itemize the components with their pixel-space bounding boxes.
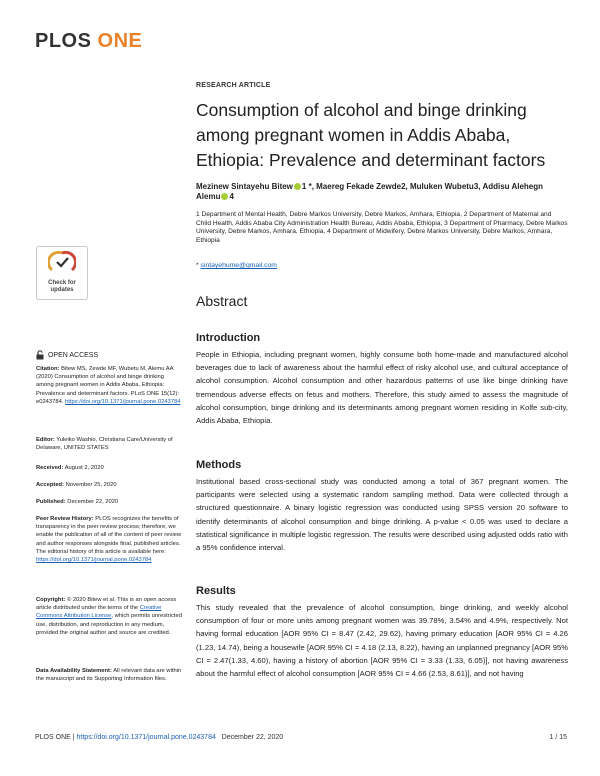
logo-plos: PLOS bbox=[35, 30, 92, 52]
peer-review-link[interactable]: https://doi.org/10.1371/journal.pone.0243784 bbox=[36, 557, 152, 564]
article-title: Consumption of alcohol and binge drinking among pregnant women in Addis Ababa, Ethiopia: Prevalence and determinant factors bbox=[196, 100, 546, 170]
footer-separator: | bbox=[70, 734, 77, 741]
peer-review-label: Peer Review History: bbox=[36, 516, 94, 522]
results-heading: Results bbox=[196, 585, 236, 597]
author-sup: 1 *, bbox=[301, 182, 317, 191]
citation-text: Bitew MS, Zewde MF, Wubetu M, Alemu AA (2020) Consumption of alcohol and binge drinking among pregnant women in Addis Ababa, Ethiopia: Prevalence and determinant factors. PLoS ONE 15(12): e0243784. bbox=[36, 366, 180, 405]
data-availability-text: All relevant data are within the manuscript and its Supporting Information files. bbox=[36, 668, 182, 683]
introduction-text: People in Ethiopia, including pregnant women, highly consume both home-made and manufactured alcohol beverages due to lack of awareness about the harmful effect of risky alcohol use, and cultural acceptance of alcohol consumption. Alcohol consumption and other hazardous patterns of use like binge drinking have tremendous adverse effects on fetus and mothers. Therefore, this study aimed to assess the magnitude of alcohol consumption, binge drinking and its determinants among pregnant women residing in Kolfe sub-city, Addis Ababa, Ethiopia. bbox=[196, 350, 568, 426]
open-access-text: OPEN ACCESS bbox=[47, 351, 99, 359]
author-list bbox=[196, 182, 568, 202]
introduction-heading: Introduction bbox=[196, 332, 261, 344]
author-sup: 3, bbox=[473, 182, 483, 191]
methods-text: Institutional based cross-sectional study was conducted among a total of 367 pregnant women. The participants were selected using a systematic random sampling method. Data were collected through a structured questionnaire. A binary logistic regression was conducted using SPSS version 20 software to identify determinants of alcohol consumption and binge drinking. A p-value < 0.05 was used to declare a statistical significance in multiple logistic regression. The results were described using adjusted odds ratio with a 95% confidence interval. bbox=[196, 477, 568, 553]
accepted-date: November 25, 2020 bbox=[65, 482, 117, 488]
author-sup: 2, bbox=[401, 182, 410, 191]
citation-label: Citation: bbox=[36, 366, 60, 372]
citation-block bbox=[36, 365, 183, 406]
published-label: Published: bbox=[36, 499, 66, 505]
methods-heading: Methods bbox=[196, 459, 242, 471]
peer-review-text: PLOS recognizes the benefits of transparency in the peer review process; therefore, we enable the publication of all of the content of peer review and author responses alongside final, published articles. The editorial history of this article is available here: bbox=[36, 516, 182, 555]
editor-label: Editor: bbox=[36, 437, 55, 443]
check-updates-line1: Check for bbox=[48, 280, 76, 286]
copyright-text: © 2020 Bitew et al. This is an open access article distributed under the terms of the bbox=[36, 597, 177, 612]
email-marker: * bbox=[196, 262, 201, 269]
check-updates-line2: updates bbox=[50, 287, 74, 293]
received-label: Received: bbox=[36, 465, 64, 471]
check-for-updates-button[interactable] bbox=[36, 246, 88, 300]
author-sup: 4 bbox=[229, 192, 234, 201]
footer-left bbox=[35, 734, 283, 741]
abstract-heading: Abstract bbox=[196, 293, 248, 309]
published-block bbox=[36, 498, 183, 506]
accepted-label: Accepted: bbox=[36, 482, 65, 488]
author-name: Muluken Wubetu bbox=[409, 182, 474, 191]
received-date: August 2, 2020 bbox=[64, 465, 104, 471]
journal-logo[interactable] bbox=[35, 30, 142, 53]
affiliations: 1 Department of Mental Health, Debre Markos University, Debre Markos, Amhara, Ethiopia, 2 Department of Maternal and Child Health, Addis Ababa City Administration Health Bureau, Addis Ababa, Ethiopia, 3 Department of Pharmacy, Debre Markos University, Debre Markos, Amhara, Ethiopia, 4 Department of Midwifery, Debre Markos University, Debre Markos, Amhara, Ethiopia bbox=[196, 211, 568, 244]
citation-doi-link[interactable]: https://doi.org/10.1371/journal.pone.0243784 bbox=[65, 398, 181, 405]
peer-review-block bbox=[36, 515, 183, 564]
license-link[interactable]: Creative Commons Attribution License bbox=[36, 605, 162, 620]
results-text: This study revealed that the prevalence of alcohol consumption, binge drinking, and weekly alcohol consumption of four or more units among pregnant women was 39.78%, 3.54% and 4.9%, respectively. Not having formal education [AOR 95% CI = 8.47 (2.42, 29.62), having primary education [AOR 95% CI = 4.26 (1.23, 14.74), being a housewife [AOR 95% CI = 4.18 (2.13, 8.22), having an unplanned pregnancy [AOR 95% CI = 2.47(1.33, 4.60), having a history of abortion [AOR 95% CI = 3.33 (1.33, 6.05)], not having awareness about the harmful effect of alcohol consumption [AOR 95% CI = 4.66 (2.53, 8.61)], and not having bbox=[196, 603, 568, 679]
data-availability-label: Data Availability Statement: bbox=[36, 668, 112, 674]
page-footer bbox=[35, 734, 567, 746]
data-availability-block bbox=[36, 667, 183, 683]
copyright-label: Copyright: bbox=[36, 597, 66, 603]
open-access-label bbox=[36, 350, 98, 360]
author-name: Mezinew Sintayehu Bitew bbox=[196, 182, 293, 191]
footer-journal: PLOS ONE bbox=[35, 734, 71, 741]
accepted-block bbox=[36, 481, 183, 489]
copyright-block bbox=[36, 596, 183, 637]
editor-block bbox=[36, 436, 183, 452]
editor-text: Yuleiko Washio, Christiana Care/University of Delaware, UNITED STATES bbox=[36, 437, 173, 452]
author-name: Maereg Fekade Zewde bbox=[316, 182, 402, 191]
footer-date: December 22, 2020 bbox=[221, 734, 284, 741]
logo-one: ONE bbox=[97, 30, 143, 52]
orcid-icon[interactable] bbox=[294, 183, 301, 190]
email-link[interactable]: sintayehume@gmail.com bbox=[200, 262, 277, 269]
corresponding-email bbox=[196, 262, 568, 269]
page-number: 1 / 15 bbox=[549, 734, 567, 741]
orcid-icon[interactable] bbox=[221, 193, 228, 200]
open-lock-icon bbox=[36, 350, 44, 360]
article-type: RESEARCH ARTICLE bbox=[196, 82, 271, 89]
check-updates-icon bbox=[48, 250, 76, 274]
author-name: Addisu Alehegn Alemu bbox=[196, 182, 544, 201]
copyright-text-2: , which permits unrestricted use, distribution, and reproduction in any medium, provided the original author and source are credited. bbox=[36, 613, 182, 636]
received-block bbox=[36, 464, 183, 472]
published-date: December 22, 2020 bbox=[67, 499, 119, 505]
footer-doi-link[interactable]: https://doi.org/10.1371/journal.pone.0243784 bbox=[76, 734, 216, 741]
